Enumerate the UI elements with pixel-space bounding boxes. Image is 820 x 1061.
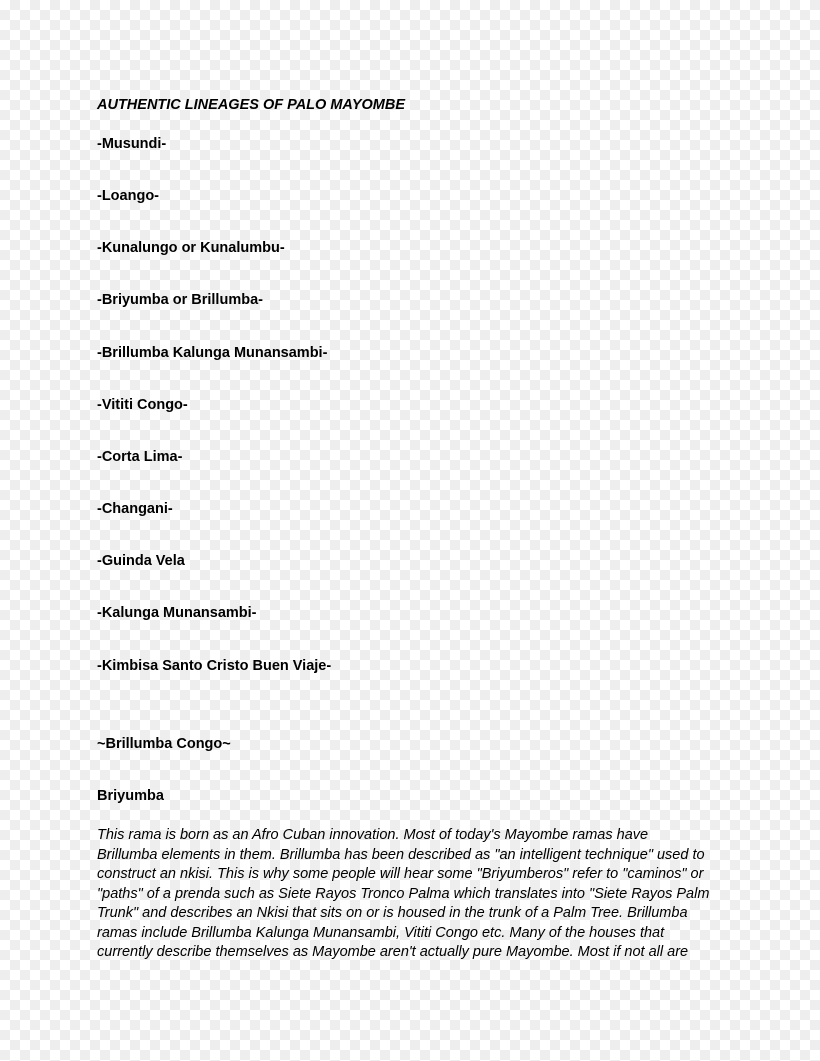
paragraph-line: ramas include Brillumba Kalunga Munansambi, Vititi Congo etc. Many of the houses that [97, 924, 665, 941]
lineage-guinda-vela: -Guinda Vela [97, 553, 185, 569]
lineage-brillumba-kalunga: -Brillumba Kalunga Munansambi- [97, 345, 328, 361]
lineage-kimbisa: -Kimbisa Santo Cristo Buen Viaje- [97, 658, 332, 674]
paragraph-line: currently describe themselves as Mayombe aren't actually pure Mayombe. Most if not all are [97, 944, 689, 960]
lineage-loango: -Loango- [97, 188, 160, 204]
section-heading: ~Brillumba Congo~ [97, 736, 231, 752]
paragraph-line: construct an nkisi. This is why some people will hear some "Briyumberos" refer to "caminos" or [97, 866, 704, 882]
paragraph-line: This rama is born as an Afro Cuban innovation. Most of today's Mayombe ramas have [97, 827, 649, 843]
lineage-kalunga-munansambi: -Kalunga Munansambi- [97, 605, 257, 621]
lineage-kunalungo: -Kunalungo or Kunalumbu- [97, 240, 285, 256]
paragraph-line: Trunk" and describes an Nkisi that sits on or is housed in the trunk of a Palm Tree. Brillumba [97, 905, 688, 921]
lineage-corta-lima: -Corta Lima- [97, 449, 183, 465]
paragraph-line: Brillumba elements in them. Brillumba has been described as "an intelligent technique" used to [97, 846, 705, 863]
lineage-changani: -Changani- [97, 501, 173, 517]
lineage-briyumba: -Briyumba or Brillumba- [97, 292, 263, 308]
body-paragraph [97, 826, 727, 963]
document-title: AUTHENTIC LINEAGES OF PALO MAYOMBE [97, 97, 405, 113]
paragraph-line: "paths" of a prenda such as Siete Rayos Tronco Palma which translates into "Siete Rayos Palm [97, 885, 710, 902]
subheading: Briyumba [97, 788, 164, 804]
lineage-musundi: -Musundi- [97, 136, 167, 152]
lineage-vititi-congo: -Vititi Congo- [97, 397, 188, 413]
